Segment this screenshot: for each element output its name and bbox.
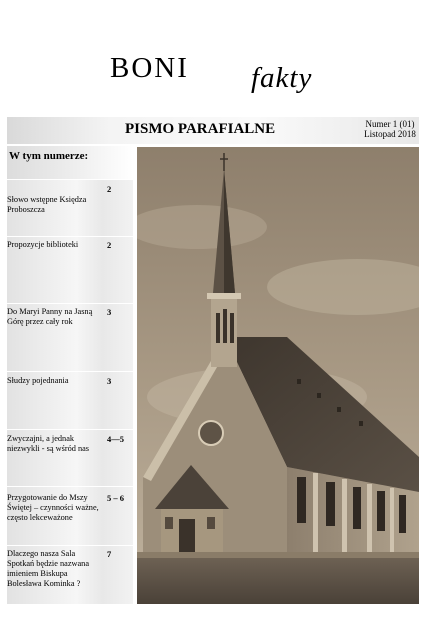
church-photo (137, 147, 419, 604)
masthead-brand-script: fakty (251, 62, 313, 94)
toc-item[interactable] (7, 180, 133, 236)
toc-item-page: 4—5 (107, 434, 124, 444)
toc-item[interactable] (7, 237, 133, 303)
publication-header (7, 117, 419, 144)
toc-item-page: 7 (107, 549, 112, 559)
toc-item[interactable] (7, 372, 133, 429)
toc-item-page: 3 (107, 307, 112, 317)
masthead-brand: BONI (110, 52, 189, 84)
toc-item-title: Słowo wstępne Księdza Proboszcza (7, 195, 87, 214)
toc-item-page: 5 – 6 (107, 493, 124, 503)
toc-item-page: 2 (107, 184, 112, 194)
toc-item-title: Zwyczajni, a jednak niezwykli - są wśród nas (7, 434, 90, 453)
toc-item-title: Słudzy pojednania (7, 376, 69, 385)
toc-item-title: Dlaczego nasza Sala Spotkań będzie nazwana imieniem Biskupa Bolesława Kominka ? (7, 549, 90, 588)
toc-heading-label: W tym numerze: (9, 150, 89, 162)
toc-item[interactable] (7, 430, 133, 486)
issue-number: Numer 1 (01) (365, 119, 415, 129)
toc-item-title: Do Maryi Panny na Jasną Górę przez cały rok (7, 307, 93, 326)
issue-info (356, 119, 424, 139)
masthead-logo (108, 52, 378, 92)
publication-title: PISMO PARAFIALNE (125, 121, 276, 137)
issue-date: Listopad 2018 (364, 129, 416, 139)
toc-item[interactable] (7, 546, 133, 604)
toc-item-page: 2 (107, 240, 112, 250)
toc-item[interactable] (7, 487, 133, 545)
toc-item-page: 3 (107, 376, 112, 386)
toc-item-title: Przygotowanie do Mszy Świętej – czynności ważne, często lekceważone (7, 493, 99, 522)
toc-item[interactable] (7, 304, 133, 371)
toc-heading (7, 146, 133, 179)
toc-item-title: Propozycje biblioteki (7, 240, 79, 249)
